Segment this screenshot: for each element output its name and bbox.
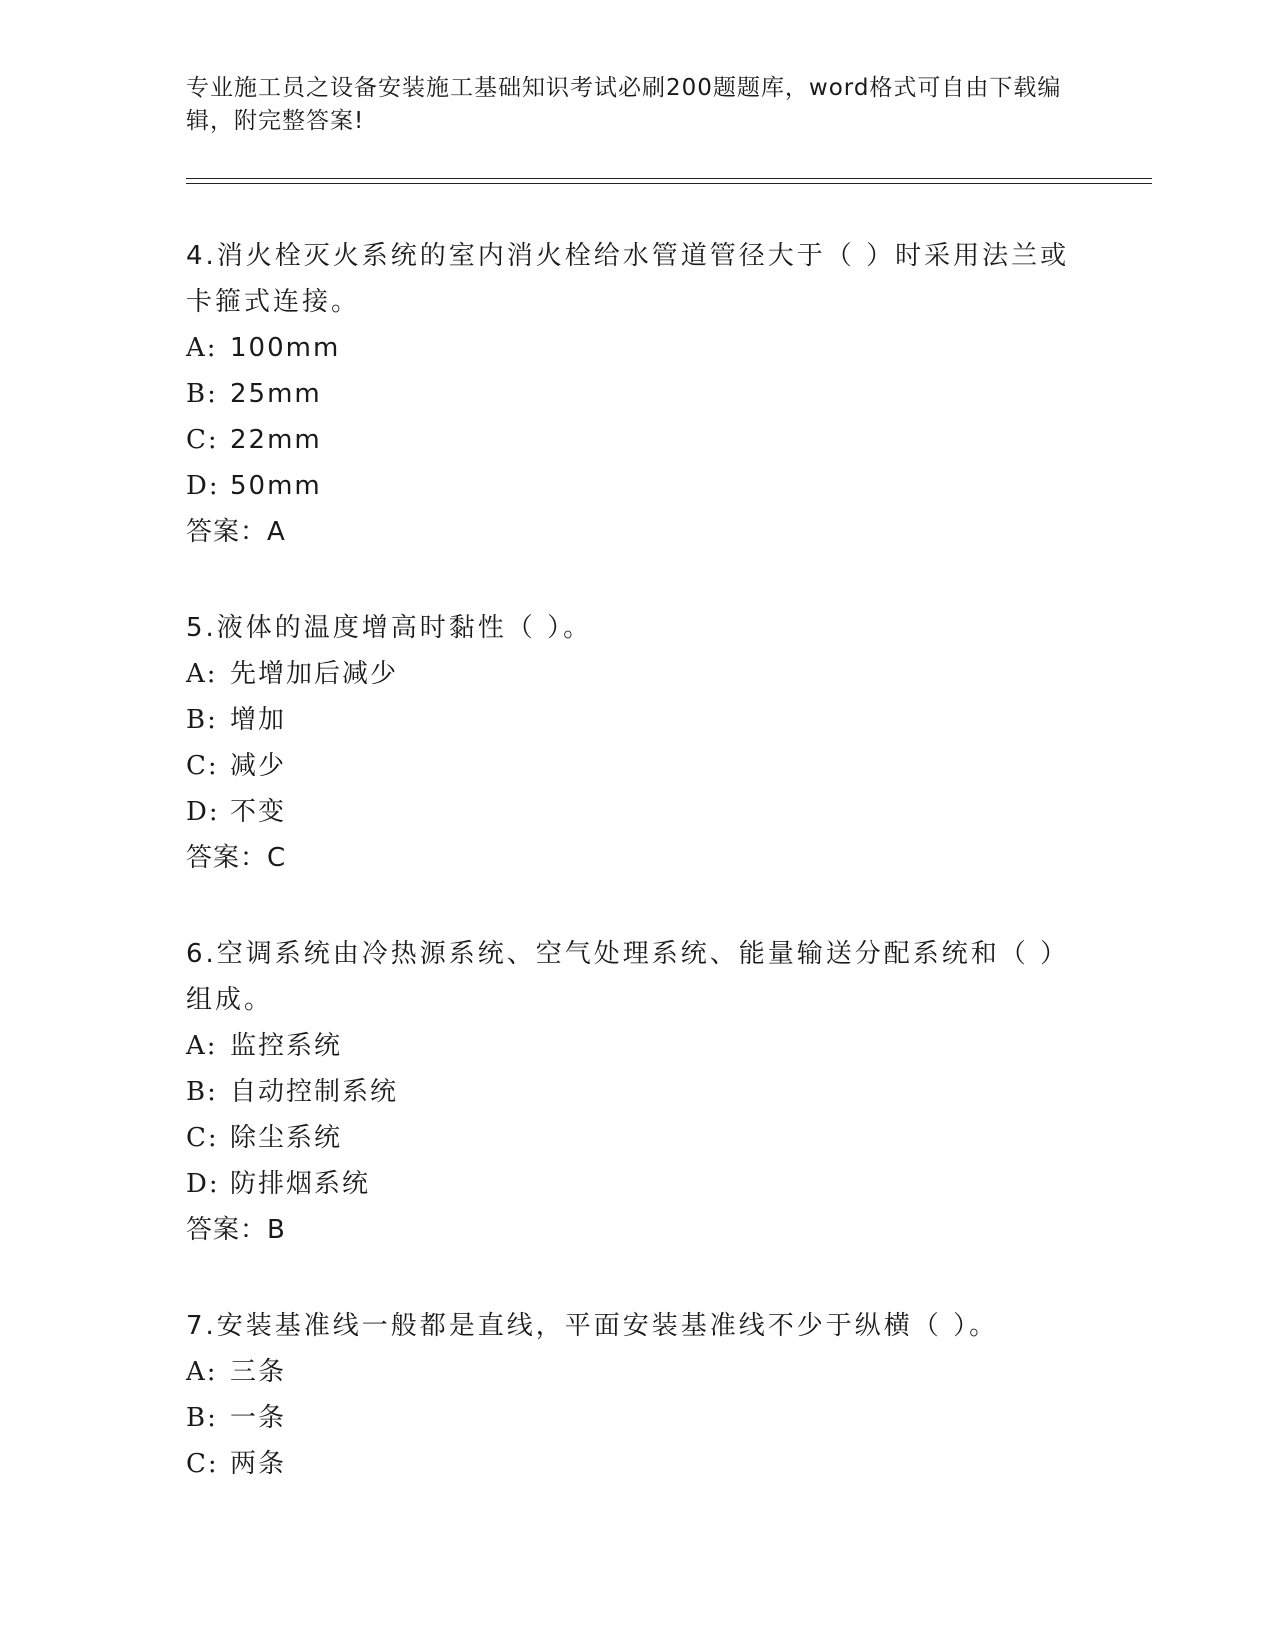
option-letter: C: bbox=[186, 425, 219, 455]
question-stem: 7.安装基准线一般都是直线，平面安装基准线不少于纵横（ ）。 bbox=[186, 1311, 999, 1341]
question-stem: 6.空调系统由冷热源系统、空气处理系统、能量输送分配系统和（ ）组成。 bbox=[186, 939, 1070, 1015]
option-text: 除尘系统 bbox=[230, 1123, 343, 1153]
option-text: 自动控制系统 bbox=[230, 1077, 399, 1107]
question-list bbox=[186, 233, 1086, 1537]
option-letter: D: bbox=[186, 1169, 220, 1199]
option-letter: C: bbox=[186, 1449, 219, 1479]
option-letter: B: bbox=[186, 1077, 218, 1107]
option-letter: D: bbox=[186, 471, 220, 501]
option-letter: D: bbox=[186, 797, 220, 827]
option-c bbox=[186, 1115, 1086, 1161]
option-d bbox=[186, 1161, 1086, 1207]
option-letter: A: bbox=[186, 659, 218, 689]
option-text: 减少 bbox=[230, 751, 287, 781]
option-c bbox=[186, 1441, 1086, 1487]
option-letter: C: bbox=[186, 751, 219, 781]
option-text: 监控系统 bbox=[230, 1031, 343, 1061]
option-text: 先增加后减少 bbox=[230, 659, 399, 689]
option-c bbox=[186, 417, 1086, 463]
option-text: 22mm bbox=[230, 425, 322, 455]
document-header bbox=[186, 72, 1066, 138]
question-7 bbox=[186, 1303, 1086, 1487]
document-title: 专业施工员之设备安装施工基础知识考试必刷200题题库，word格式可自由下载编辑，附完整答案! bbox=[186, 75, 1062, 134]
option-letter: B: bbox=[186, 705, 218, 735]
option-text: 三条 bbox=[230, 1357, 287, 1387]
option-a bbox=[186, 1349, 1086, 1395]
option-a bbox=[186, 1023, 1086, 1069]
option-text: 一条 bbox=[230, 1403, 287, 1433]
option-b bbox=[186, 1069, 1086, 1115]
option-d bbox=[186, 463, 1086, 509]
option-letter: B: bbox=[186, 1403, 218, 1433]
option-text: 100mm bbox=[230, 333, 341, 363]
option-a bbox=[186, 651, 1086, 697]
option-text: 50mm bbox=[230, 471, 322, 501]
answer-line: 答案：A bbox=[186, 517, 286, 547]
question-stem: 4.消火栓灭火系统的室内消火栓给水管道管径大于（ ）时采用法兰或卡箍式连接。 bbox=[186, 241, 1070, 317]
answer-line: 答案：B bbox=[186, 1215, 286, 1245]
header-divider-bottom bbox=[186, 183, 1152, 184]
option-letter: A: bbox=[186, 1031, 218, 1061]
option-letter: A: bbox=[186, 1357, 218, 1387]
question-5 bbox=[186, 605, 1086, 881]
option-text: 防排烟系统 bbox=[230, 1169, 371, 1199]
option-text: 增加 bbox=[230, 705, 287, 735]
answer-line: 答案：C bbox=[186, 843, 287, 873]
option-b bbox=[186, 697, 1086, 743]
option-text: 两条 bbox=[230, 1449, 287, 1479]
option-b bbox=[186, 371, 1086, 417]
option-d bbox=[186, 789, 1086, 835]
option-b bbox=[186, 1395, 1086, 1441]
option-a bbox=[186, 325, 1086, 371]
question-4 bbox=[186, 233, 1086, 555]
option-letter: B: bbox=[186, 379, 218, 409]
question-stem: 5.液体的温度增高时黏性（ ）。 bbox=[186, 613, 593, 643]
option-text: 不变 bbox=[230, 797, 287, 827]
option-text: 25mm bbox=[230, 379, 322, 409]
option-letter: A: bbox=[186, 333, 218, 363]
option-letter: C: bbox=[186, 1123, 219, 1153]
question-6 bbox=[186, 931, 1086, 1253]
option-c bbox=[186, 743, 1086, 789]
header-divider-top bbox=[186, 178, 1152, 179]
